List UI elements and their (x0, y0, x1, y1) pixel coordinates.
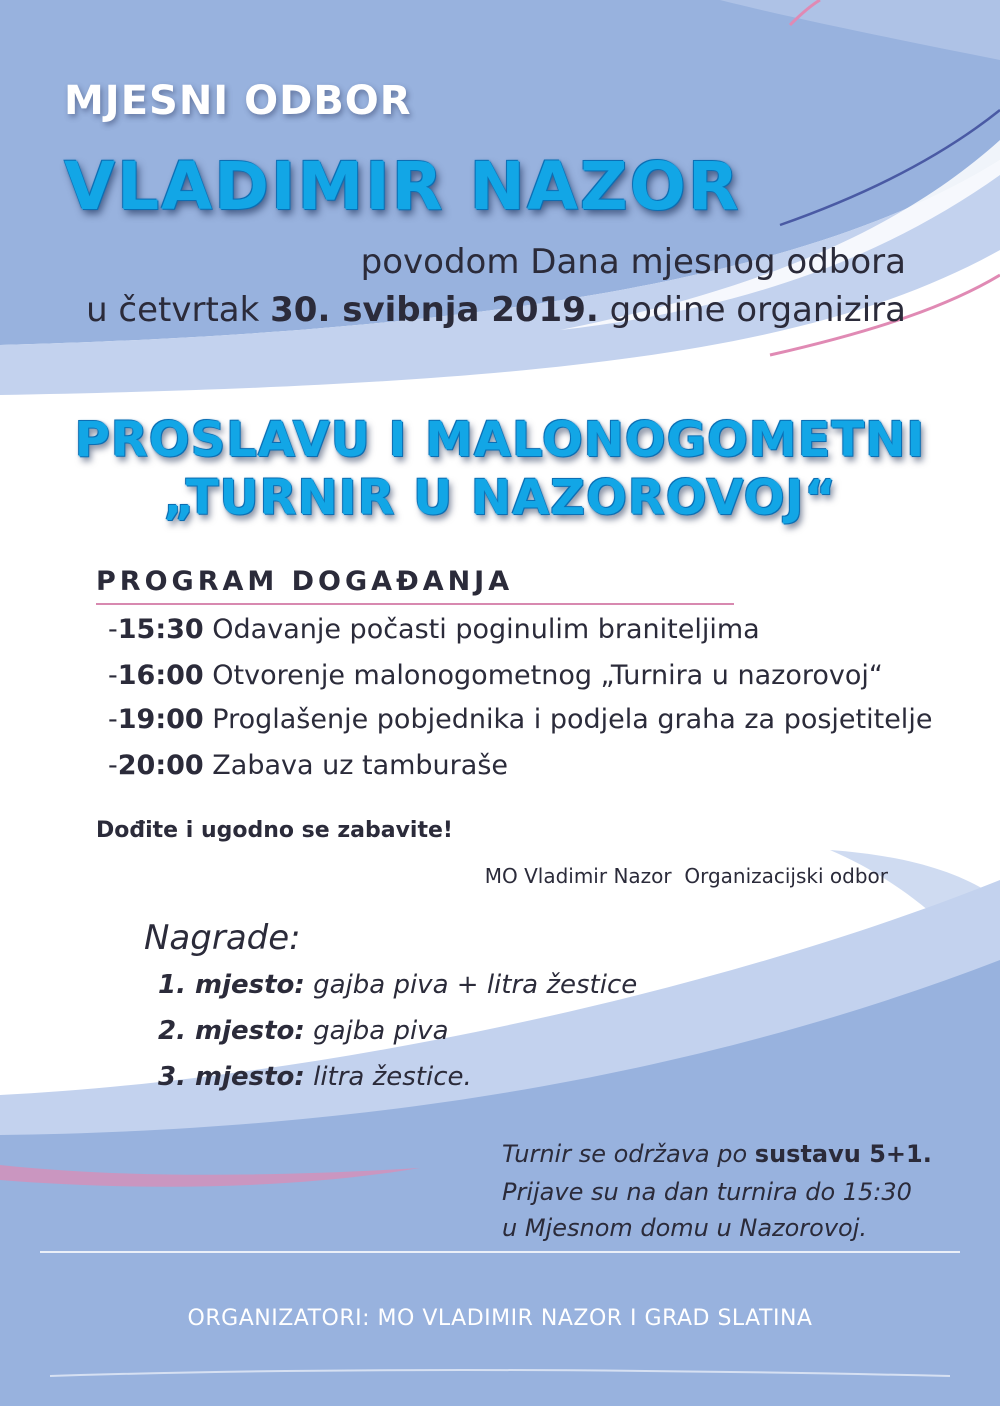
header-label: MJESNI ODBOR (64, 78, 412, 124)
schedule-text: Proglašenje pobjednika i podjela graha za posjetitelje (203, 704, 933, 735)
prize-place: 2. mjesto: (158, 1016, 305, 1046)
prize-reward: gajba piva (304, 1016, 449, 1046)
org-name: VLADIMIR NAZOR (64, 148, 741, 225)
schedule-time: 16:00 (117, 660, 204, 691)
prize-item (158, 1062, 472, 1092)
prize-reward: litra žestice. (304, 1062, 472, 1092)
schedule-item (108, 704, 932, 735)
tournament-note-line-2: Prijave su na dan turnira do 15:30 (502, 1178, 912, 1206)
prize-place: 1. mjesto: (158, 970, 305, 1000)
event-title-line-2: „TURNIR U NAZOROVOJ“ (163, 470, 837, 526)
organizers-footer: ORGANIZATORI: MO VLADIMIR NAZOR I GRAD SLATINA (187, 1306, 813, 1331)
prize-reward: gajba piva + litra žestice (304, 970, 638, 1000)
intro-line-2-after: godine organizira (598, 290, 906, 330)
prize-item (158, 970, 637, 1000)
intro-line-2-before: u četvrtak (86, 290, 271, 330)
schedule-item (108, 660, 883, 691)
prizes-heading: Nagrade: (144, 918, 301, 958)
schedule-time: 20:00 (117, 750, 204, 781)
schedule-text: Zabava uz tamburaše (203, 750, 508, 781)
intro-line-2 (86, 290, 906, 330)
schedule-text: Odavanje počasti poginulim braniteljima (203, 614, 760, 645)
schedule-dash: - (108, 704, 118, 735)
schedule-time: 15:30 (117, 614, 204, 645)
schedule-dash: - (108, 660, 118, 691)
program-heading: PROGRAM DOGAĐANJA (96, 566, 514, 597)
prize-item (158, 1016, 449, 1046)
schedule-dash: - (108, 614, 118, 645)
tournament-note-line-1 (502, 1140, 932, 1168)
note-text: Turnir se održava po (502, 1140, 755, 1168)
schedule-text: Otvorenje malonogometnog „Turnira u nazorovoj“ (203, 660, 883, 691)
event-date: 30. svibnja 2019. (270, 290, 599, 330)
invitation-text: Dođite i ugodno se zabavite! (96, 818, 453, 843)
schedule-item (108, 614, 760, 645)
note-system: sustavu 5+1. (754, 1140, 932, 1168)
intro-line-1: povodom Dana mjesnog odbora (360, 242, 906, 282)
schedule-dash: - (108, 750, 118, 781)
schedule-time: 19:00 (117, 704, 204, 735)
schedule-item (108, 750, 508, 781)
program-divider (96, 603, 734, 605)
tournament-note-line-3: u Mjesnom domu u Nazorovoj. (502, 1214, 868, 1242)
event-title-line-1: PROSLAVU I MALONOGOMETNI (74, 412, 926, 468)
prize-place: 3. mjesto: (158, 1062, 305, 1092)
signature: MO Vladimir Nazor Organizacijski odbor (484, 864, 888, 888)
